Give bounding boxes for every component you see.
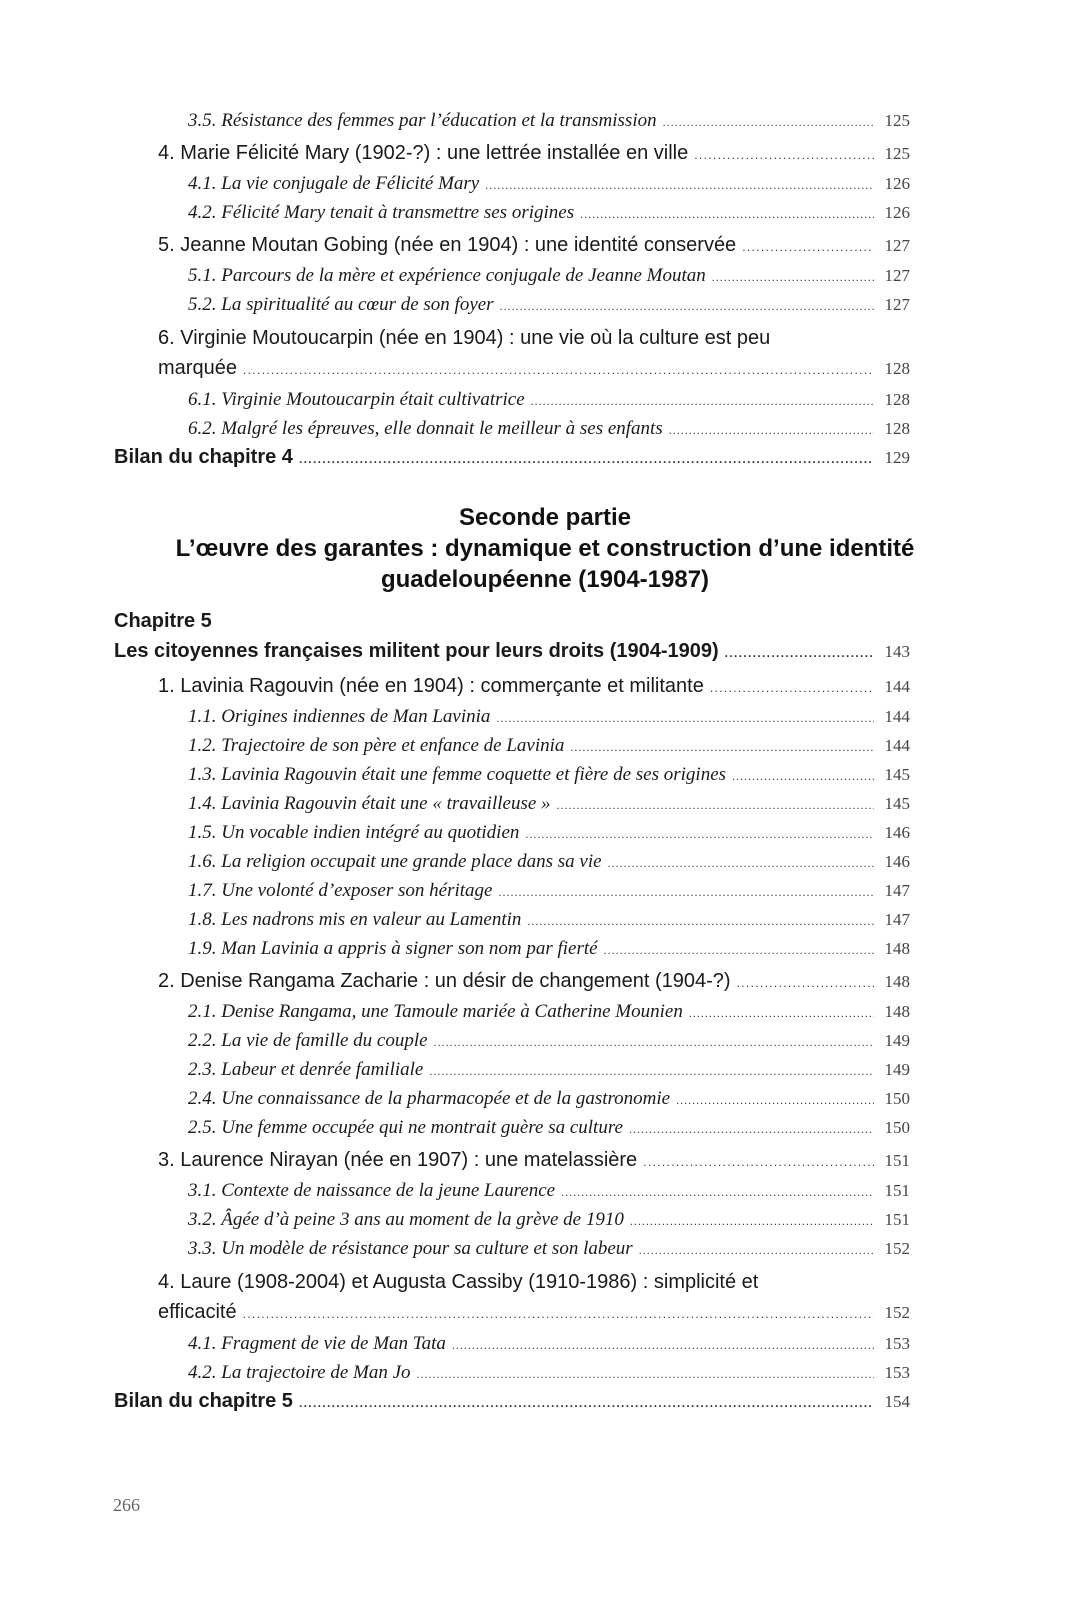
page-number: 144 [884,707,910,726]
folio-page-number: 266 [113,1495,140,1515]
toc-entry-subsection[interactable] [114,1329,910,1358]
page-number: 127 [884,266,910,285]
dot-leader [580,200,874,229]
chapter-number: Chapitre 5 [114,610,212,632]
toc-entry-subsection[interactable] [114,1176,910,1205]
entry-label: 2.4. Une connaissance de la pharmacopée et de la gastronomie [188,1088,671,1109]
entry-label: 6.1. Virginie Moutoucarpin était cultivatrice [188,389,525,410]
entry-label-continued: efficacité [158,1301,237,1323]
page-number: 150 [884,1118,910,1137]
dot-leader [639,1236,874,1265]
dot-leader [429,1057,874,1086]
dot-leader [737,965,874,1001]
dot-leader [299,1389,874,1418]
entry-label: 3. Laurence Nirayan (née en 1907) : une matelassière [158,1149,638,1171]
page-number: 145 [884,765,910,784]
page-number: 151 [884,1151,910,1170]
dot-leader [710,670,874,706]
entry-label: 1.1. Origines indiennes de Man Lavinia [188,706,491,727]
page-number: 150 [884,1089,910,1108]
page-number: 125 [884,144,910,163]
dot-leader [669,416,874,445]
dot-leader [525,820,874,849]
dot-leader [630,1207,874,1236]
toc-entry-subsection[interactable] [114,876,910,905]
toc-entry-chapter-summary[interactable] [114,1387,910,1416]
dot-leader [643,1144,874,1180]
page-number: 154 [884,1392,910,1411]
entry-label: 3.1. Contexte de naissance de la jeune Laurence [188,1180,556,1201]
entry-label: 1.9. Man Lavinia a appris à signer son nom par fierté [188,938,598,959]
toc-entry-section[interactable] [114,668,910,702]
page-number: 152 [884,1303,910,1322]
entry-label: 1.5. Un vocable indien intégré au quotidien [188,822,520,843]
entry-label: 4.1. La vie conjugale de Félicité Mary [188,173,480,194]
toc-entry-section[interactable] [114,1142,910,1176]
page-number: 127 [884,295,910,314]
entry-label: 2.3. Labeur et denrée familiale [188,1059,424,1080]
entry-label: 3.2. Âgée d’à peine 3 ans au moment de la grève de 1910 [188,1209,624,1230]
toc-entry-subsection[interactable] [114,905,910,934]
entry-label-continued: marquée [158,357,237,379]
dot-leader [689,999,874,1028]
page-number: 128 [884,359,910,378]
dot-leader [694,137,874,173]
entry-label: 6.2. Malgré les épreuves, elle donnait le meilleur à ses enfants [188,418,663,439]
page-number: 143 [884,642,910,661]
page-number: 151 [884,1181,910,1200]
entry-continuation [158,353,910,385]
page-number: 151 [884,1210,910,1229]
entry-label: 5.2. La spiritualité au cœur de son foyer [188,294,494,315]
toc-bottom-section [114,668,910,1416]
dot-leader [629,1115,874,1144]
toc-entry-subsection[interactable] [114,414,910,443]
page-number: 149 [884,1060,910,1079]
entry-label: 4. Laure (1908-2004) et Augusta Cassiby (1910-1986) : simplicité et [158,1271,759,1293]
entry-label: Bilan du chapitre 5 [114,1390,293,1412]
part-subtitle-line2: guadeloupéenne (1904-1987) [380,566,710,593]
entry-label: 5.1. Parcours de la mère et expérience conjugale de Jeanne Moutan [188,265,706,286]
entry-label: 1.4. Lavinia Ragouvin était une « travailleuse » [188,793,551,814]
dot-leader [604,936,874,965]
dot-leader [676,1086,874,1115]
toc-entry-subsection[interactable] [114,1113,910,1142]
toc-entry-subsection[interactable] [114,1026,910,1055]
page-number: 146 [884,852,910,871]
entry-label: Bilan du chapitre 4 [114,446,293,468]
toc-entry-section[interactable] [114,319,910,385]
entry-label: 1.6. La religion occupait une grande place dans sa vie [188,851,602,872]
page-number: 129 [884,448,910,467]
dot-leader [742,229,874,265]
dot-leader [243,1299,874,1329]
dot-leader [557,791,874,820]
chapter-heading [114,606,910,666]
page-number: 153 [884,1334,910,1353]
entry-label: 3.3. Un modèle de résistance pour sa culture et son labeur [188,1238,633,1259]
page-number: 144 [884,677,910,696]
entry-label: 1. Lavinia Ragouvin (née en 1904) : commerçante et militante [158,675,704,697]
dot-leader [417,1360,874,1389]
dot-leader [498,878,874,907]
toc-entry-subsection[interactable] [114,1084,910,1113]
page-number: 128 [884,390,910,409]
page-number: 126 [884,174,910,193]
dot-leader [732,762,874,791]
toc-entry-subsection[interactable] [114,106,910,135]
toc-entry-chapter-summary[interactable] [114,443,910,472]
dot-leader [725,638,874,668]
dot-leader [531,387,874,416]
dot-leader [570,733,874,762]
page-number: 147 [884,881,910,900]
page-number: 127 [884,236,910,255]
toc-entry-subsection[interactable] [114,385,910,414]
entry-label: 5. Jeanne Moutan Gobing (née en 1904) : une identité conservée [158,234,737,256]
page-number: 145 [884,794,910,813]
entry-label: 4.1. Fragment de vie de Man Tata [188,1333,446,1354]
page-number: 148 [884,1002,910,1021]
dot-leader [663,108,874,137]
toc-entry-subsection[interactable] [114,198,910,227]
entry-label: 1.7. Une volonté d’exposer son héritage [188,880,493,901]
toc-entry-subsection[interactable] [114,789,910,818]
part-title: Seconde partie [458,504,632,531]
toc-top-section [114,106,910,472]
chapter-title: Les citoyennes françaises militent pour leurs droits (1904-1909) [114,640,719,662]
page-number: 128 [884,419,910,438]
entry-label: 2.2. La vie de famille du couple [188,1030,428,1051]
page-number: 152 [884,1239,910,1258]
toc-entry-subsection[interactable] [114,261,910,290]
entry-continuation [158,1297,910,1329]
dot-leader [485,171,874,200]
dot-leader [434,1028,874,1057]
entry-label: 4.2. La trajectoire de Man Jo [188,1362,411,1383]
toc-entry-subsection[interactable] [114,934,910,963]
entry-label: 2.5. Une femme occupée qui ne montrait guère sa culture [188,1117,623,1138]
toc-entry-section[interactable] [114,227,910,261]
page-number: 149 [884,1031,910,1050]
dot-leader [500,292,874,321]
toc-entry-section[interactable] [114,135,910,169]
entry-label: 4. Marie Félicité Mary (1902-?) : une lettrée installée en ville [158,142,689,164]
toc-entry-subsection[interactable] [114,1205,910,1234]
page-number: 144 [884,736,910,755]
dot-leader [527,907,874,936]
part-heading [33,502,1057,595]
entry-label: 3.5. Résistance des femmes par l’éducation et la transmission [188,110,657,131]
dot-leader [712,263,874,292]
toc-entry-subsection[interactable] [114,997,910,1026]
toc-entry-subsection[interactable] [114,847,910,876]
entry-label: 1.8. Les nadrons mis en valeur au Lamentin [188,909,522,930]
toc-entry-subsection[interactable] [114,731,910,760]
page-number: 126 [884,203,910,222]
toc-entry-subsection[interactable] [114,818,910,847]
page-number: 147 [884,910,910,929]
page-number: 148 [884,972,910,991]
entry-label: 6. Virginie Moutoucarpin (née en 1904) : une vie où la culture est peu [158,327,771,349]
entry-label: 1.3. Lavinia Ragouvin était une femme coquette et fière de ses origines [188,764,727,785]
chapter-title-entry[interactable] [114,636,910,666]
toc-entry-subsection[interactable] [114,1055,910,1084]
entry-label: 1.2. Trajectoire de son père et enfance de Lavinia [188,735,565,756]
entry-label: 4.2. Félicité Mary tenait à transmettre ses origines [188,202,575,223]
page-number: 125 [884,111,910,130]
toc-entry-subsection[interactable] [114,702,910,731]
toc-entry-subsection[interactable] [114,290,910,319]
toc-entry-subsection[interactable] [114,760,910,789]
part-subtitle-line1: L’œuvre des garantes : dynamique et construction d’une identité [175,535,915,562]
toc-entry-section[interactable] [114,963,910,997]
page-number: 146 [884,823,910,842]
page-number: 148 [884,939,910,958]
toc-entry-subsection[interactable] [114,169,910,198]
dot-leader [299,445,874,474]
dot-leader [452,1331,874,1360]
entry-label: 2. Denise Rangama Zacharie : un désir de changement (1904-?) [158,970,731,992]
dot-leader [243,355,874,385]
dot-leader [561,1178,874,1207]
toc-entry-section[interactable] [114,1263,910,1329]
toc-entry-subsection[interactable] [114,1234,910,1263]
entry-label: 2.1. Denise Rangama, une Tamoule mariée à Catherine Mounien [188,1001,683,1022]
dot-leader [608,849,874,878]
dot-leader [496,704,874,733]
toc-entry-subsection[interactable] [114,1358,910,1387]
page-number: 153 [884,1363,910,1382]
